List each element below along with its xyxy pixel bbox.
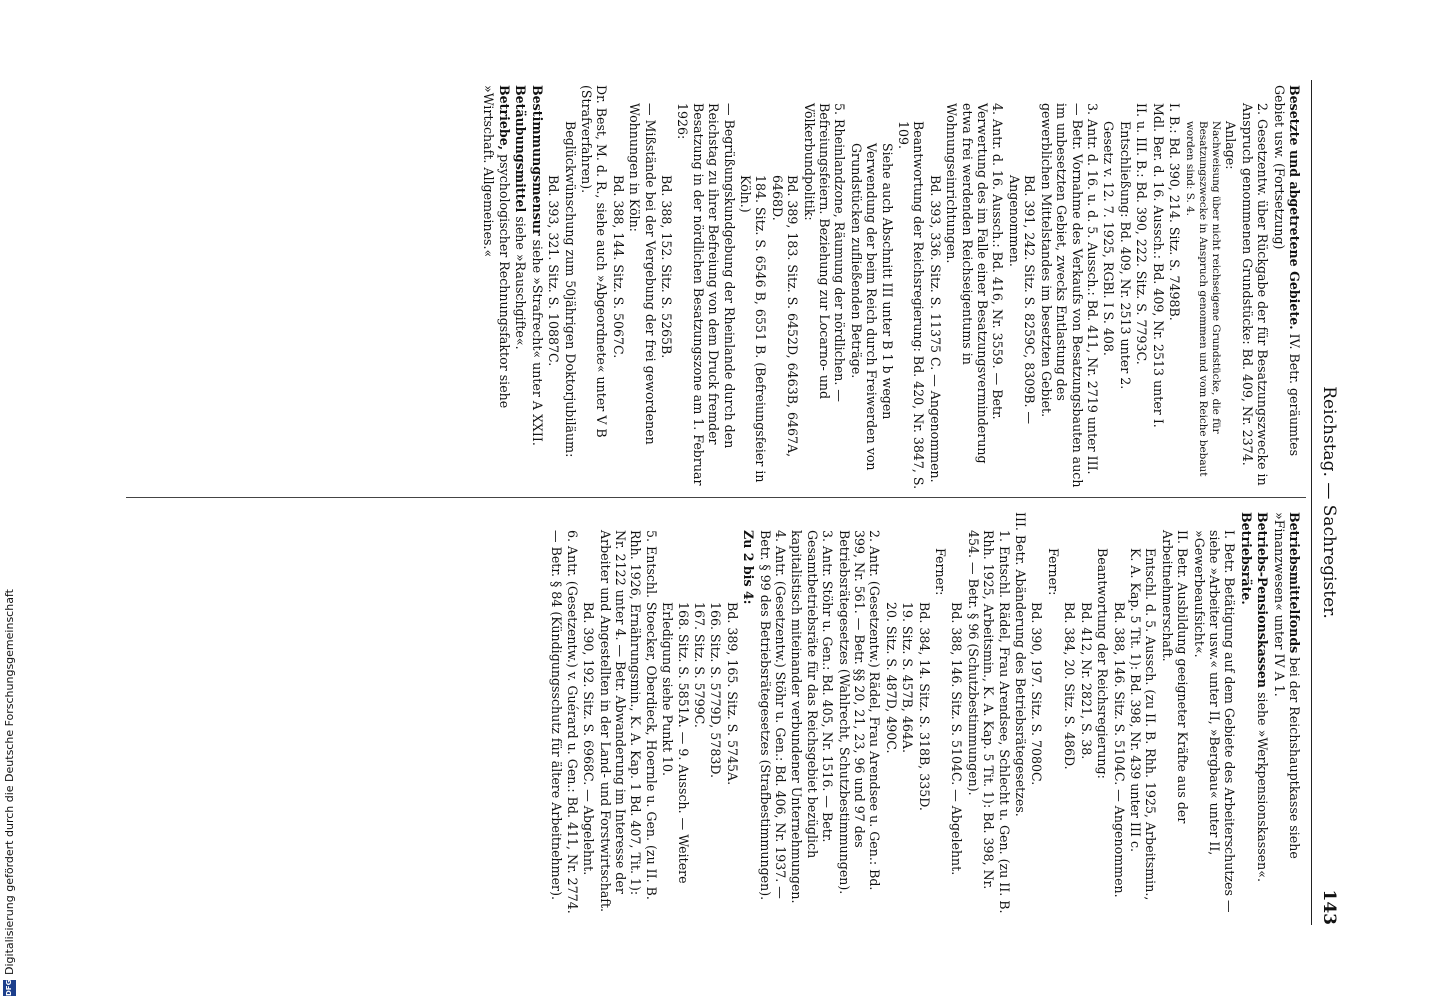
entry-heading: Betriebsmittelfonds: [1287, 512, 1302, 654]
entry-text: I. B.: Bd. 390, 214. Sitz. S. 7498B.: [1166, 103, 1182, 321]
index-entry: [757, 512, 788, 917]
entry-text: Bd. 391, 242. Sitz. S. 8259C, 8309B. — Angenommen.: [1006, 175, 1038, 425]
index-entry: [529, 85, 544, 490]
entry-heading: Betriebs-Pensionskassen: [1255, 512, 1271, 689]
entry-text: Beglückwünschung zum 50jährigen Doktorjubiläum:: [562, 121, 578, 458]
entry-text: II. u. III. B.: Bd. 390, 222. Sitz. S. 7793C.: [1134, 103, 1150, 365]
index-entry: [944, 85, 1006, 490]
entry-text: Dr. Best, M. d. R., siehe auch »Abgeordnete« unter V B (Strafverfahren).: [578, 85, 610, 438]
entry-text: Anlage:: [1223, 121, 1239, 170]
entry-text: Zu 2 bis 4:: [741, 530, 757, 605]
index-entry: [738, 85, 769, 490]
entry-heading: Betriebe,: [496, 85, 512, 151]
entry-text: Entschließung: Bd. 409, Nr. 2513 unter 2.: [1117, 121, 1133, 390]
index-entry: [1134, 85, 1149, 490]
index-entry: [481, 85, 512, 490]
entry-text: Bd. 388, 144. Sitz. S. 5067C.: [610, 175, 626, 359]
index-entry: [1101, 85, 1116, 490]
entry-text: Bd. 384, 20. Sitz. S. 486D.: [1062, 602, 1078, 770]
index-entry: [949, 512, 964, 917]
entry-text: IV. Betr. geräumtes Gebiet usw. (Fortsetzung): [1271, 85, 1302, 457]
entry-text: 1. Entschl. Rädel, Frau Arendsee, Schlecht u. Gen. (zu II. B. Rhh. 1925, Arbeitsmin., K. A. Kap. 5 Tit. 1): Bd. 398, Nr. 454. — Betr. § 96 (Schutzbestimmungen).: [965, 530, 1012, 914]
index-entry: [1238, 512, 1253, 917]
index-entry: [933, 512, 948, 917]
page-header: [1309, 80, 1339, 925]
index-entry: [1095, 512, 1110, 917]
entry-text: Gesetz v. 12. 7. 1925, RGBl. I S. 408.: [1101, 121, 1117, 356]
index-entry: [1239, 85, 1270, 490]
entry-text: Bd. 389, 165. Sitz. S. 5745A.: [724, 602, 740, 786]
entry-text: Bd. 393, 336. Sitz. S. 11375 C. — Angenommen.: [927, 175, 943, 483]
index-entry: [692, 512, 707, 917]
entry-text: — Begrüßungskundgebung der Rheinlande durch den Reichstag zu ihrer Befreiung von dem Druck fremder Besatzung in der nördlichen Besatzungszone am 1. Februar 1926:: [675, 103, 737, 486]
entry-heading: Besetzte und abgetretene Gebiete.: [1287, 85, 1302, 330]
header-rule: [1311, 80, 1312, 925]
index-entry: [1223, 85, 1238, 490]
entry-text: Entschl. d. 5. Aussch. (zu II. B. Rhh. 1925, Arbeitsmin., K. A. Kap. 5 Tit. 1): Bd. 398, Nr. 439 unter III c.: [1127, 548, 1159, 901]
index-entry: [1183, 85, 1222, 490]
entry-text: 166. Sitz. S. 5779D, 5783D.: [708, 602, 724, 778]
index-entry: [513, 85, 528, 490]
entry-text: 3. Antr. d. 16. u. d. 5. Aussch.: Bd. 411, Nr. 2719 unter III. — Betr. Vornahme des Verkaufs von Besatzungsbauten auch im unbesetzten Gebiet, zwecks Entlastung des gewerblichen Mittelstandes im besetzten Gebiet.: [1038, 103, 1100, 488]
entry-text: Ferner:: [1045, 548, 1061, 596]
entry-text: Beantwortung der Reichsregierung:: [1095, 548, 1111, 779]
index-entry: [708, 512, 723, 917]
entry-text: 19. Sitz. S. 457B, 464A.: [900, 602, 916, 754]
entry-text: I. Betr. Betätigung auf dem Gebiete des Arbeiterschutzes — siehe »Arbeiter usw.« unter II, »Bergbau« unter II, »Gewerbeaufsicht«.: [1191, 530, 1238, 913]
index-entry: [1159, 512, 1190, 917]
index-entry: [1062, 512, 1077, 917]
index-entry: [1078, 512, 1093, 917]
index-entry: [1029, 512, 1044, 917]
index-entry: [900, 512, 915, 917]
index-entry: [896, 85, 927, 490]
entry-text: Bd. 389, 183. Sitz. S. 6452D, 6463B, 6467A, 6468D.: [769, 175, 801, 458]
entry-heading: Betriebsräte.: [1238, 512, 1254, 605]
index-entry: [597, 512, 659, 917]
column-divider: [126, 497, 1306, 498]
index-entry: [1191, 512, 1237, 917]
index-entry: [1013, 512, 1028, 917]
index-entry: [1046, 512, 1061, 917]
entry-text: Bd. 393, 321. Sitz. S. 10887C.: [546, 175, 562, 367]
entry-text: psychologischer Rechnungsfaktor siehe »Wirtschaft. Allgemeines.«: [481, 85, 512, 409]
entry-text: siehe »Rauschgifte«.: [513, 212, 529, 350]
index-entry: [883, 512, 898, 917]
index-entry: [549, 512, 580, 917]
entry-text: 20. Sitz. S. 487D, 490C.: [883, 602, 899, 754]
entry-text: III. Betr. Abänderung des Betriebsrätegesetzes.: [1013, 512, 1029, 817]
entry-text: Bd. 388, 146. Sitz. S. 5104C. — Angenommen.: [1111, 602, 1127, 898]
entry-text: 2. Antr. (Gesetzentw.) Rädel, Frau Arendsee u. Gen.: Bd. 399, Nr. 561. — Betr. §§ 20, 21, 23, 96 und 97 des Betriebsrätegesetzes (Wahlrecht, Schutzbestimmungen).: [836, 530, 883, 895]
index-entry: [1150, 85, 1165, 490]
page-number: 143: [1319, 889, 1339, 925]
entry-text: 168. Sitz. S. 5851A. — 9. Aussch. — Weitere Erledigung siehe Punkt 10.: [660, 602, 691, 884]
entry-text: Bd. 388, 152. Sitz. S. 5265B.: [658, 175, 674, 359]
index-entry: [927, 85, 942, 490]
entry-text: 2. Gesetzentw. über Rückgabe der für Besatzungszwecke in Anspruch genommenen Grundstücke: Bd. 409, Nr. 2374.: [1239, 103, 1271, 486]
index-entry: [1255, 512, 1270, 917]
index-entry: [724, 512, 739, 917]
left-column: [480, 85, 1302, 490]
index-entry: [627, 85, 658, 490]
index-entry: [916, 512, 931, 917]
index-entry: [769, 85, 800, 490]
entry-text: bei der Reichshauptkasse siehe »Finanzwesen« unter IV A 1.: [1271, 512, 1302, 859]
entry-text: 3. Antr. Stöhr u. Gen.: Bd. 405, Nr. 1516. — Betr. Gesamtbetriebsräte für das Reichsgebiet bezüglich kapitalistisch miteinander verbundener Unternehmungen.: [789, 530, 836, 904]
entry-text: Mdl. Ber. d. 16. Aussch.: Bd. 409, Nr. 2513 unter I.: [1150, 103, 1166, 428]
index-entry: [562, 85, 577, 490]
index-entry: [965, 512, 1011, 917]
index-entry: [1167, 85, 1182, 490]
entry-text: 6. Antr. (Gesetzentw.) v. Guérard u. Gen.: Bd. 411, Nr. 2774. — Betr. § 84 (Kündigungsschutz für ältere Arbeitnehmer).: [549, 530, 580, 914]
digitization-footer: [0, 0, 20, 1000]
index-entry: [1271, 512, 1302, 917]
index-entry: [801, 85, 847, 490]
entry-text: Bd. 388, 146. Sitz. S. 5104C. — Abgelehnt.: [949, 602, 965, 876]
index-entry: [789, 512, 835, 917]
index-entry: [581, 512, 596, 917]
entry-text: 5. Rheinlandzone, Räumung der nördlichen. — Befreiungsfeiern. Beziehung zur Locarno- und Völkerbundpolitik:: [801, 103, 848, 403]
entry-text: Beantwortung der Reichsregierung: Bd. 420, Nr. 3847, S. 109.: [896, 121, 927, 490]
entry-heading: Betäubungsmittel: [513, 85, 529, 213]
entry-text: Siehe auch Abschnitt III unter B 1 b wegen Verwendung der beim Reich durch Freiwerden von Grundstücken zufließenden Beträge.: [848, 143, 895, 471]
index-entry: [741, 512, 756, 917]
index-entry: [579, 85, 610, 490]
entry-text: 167. Sitz. S. 5799C.: [691, 602, 707, 728]
index-entry: [1128, 512, 1159, 917]
right-column: [548, 512, 1302, 917]
entry-text: Ferner:: [933, 548, 949, 596]
entry-text: II. Betr. Ausbildung geeigneter Kräfte aus der Arbeitnehmerschaft.: [1159, 530, 1191, 824]
index-entry: [610, 85, 625, 490]
index-entry: [1007, 85, 1038, 490]
index-entry: [1117, 85, 1132, 490]
entry-text: Bd. 390, 197. Sitz. S. 7080C.: [1029, 602, 1045, 786]
dfg-logo: DFG: [3, 980, 16, 996]
page-title: Reichstag. — Sachregister.: [1319, 386, 1339, 619]
entry-text: — Mißstände bei der Vergebung der frei gewordenen Wohnungen in Köln:: [627, 103, 658, 445]
entry-heading: Bestimmungsmensur: [529, 85, 545, 236]
entry-text: Nachweisung über nicht reichseigene Grundstücke, die für Besatzungszwecke in Anspruch genommen und vom Reiche bebaut worden sind: S. 4.: [1183, 121, 1222, 477]
index-entry: [848, 85, 894, 490]
entry-text: 184. Sitz. S. 6546 B, 6551 B. (Befreiungsfeier in Köln.): [738, 175, 769, 483]
index-entry: [659, 85, 674, 490]
index-entry: [546, 85, 561, 490]
entry-text: Bd. 412, Nr. 2821, S. 38.: [1078, 602, 1094, 760]
entry-text: siehe »Strafrecht« unter A XXII.: [529, 235, 545, 446]
index-entry: [1271, 85, 1302, 490]
footer-text: Digitalisierung gefördert durch die Deutsche Forschungsgemeinschaft: [3, 589, 16, 975]
index-entry: [675, 85, 737, 490]
index-entry: [1111, 512, 1126, 917]
entry-text: Bd. 390, 192. Sitz. S. 6968C. — Abgelehnt.: [581, 602, 597, 876]
index-entry: [660, 512, 691, 917]
index-entry: [1038, 85, 1100, 490]
index-entry: [836, 512, 882, 917]
entry-text: 4. Antr. d. 16. Aussch.: Bd. 416, Nr. 3559. — Betr. Verwertung des im Falle einer Besatzungsverminderung etwa frei werdenden Reichseigentums in Wohnungseinrichtungen.: [944, 103, 1006, 464]
entry-text: Bd. 384, 14. Sitz. S. 318B, 335D.: [916, 602, 932, 811]
entry-text: 4. Antr. (Gesetzentw.) Stöhr u. Gen.: Bd. 406, Nr. 1937. — Betr. § 99 des Betriebsrätegesetzes (Strafbestimmungen).: [757, 530, 788, 901]
entry-text: siehe »Werkpensionskassen«.: [1255, 688, 1271, 882]
entry-text: 5. Entschl. Stoecker, Oberdieck, Hoernle u. Gen. (zu II. B. Rhh. 1926, Ernährungsmin., K. A. Kap. 1 Bd. 407, Tit. 1): Nr. 2122 unter 4. — Betr. Abwanderung im Interesse der Arbeiter und Angestellten in der Land- und Forstwirtschaft.: [597, 530, 659, 913]
